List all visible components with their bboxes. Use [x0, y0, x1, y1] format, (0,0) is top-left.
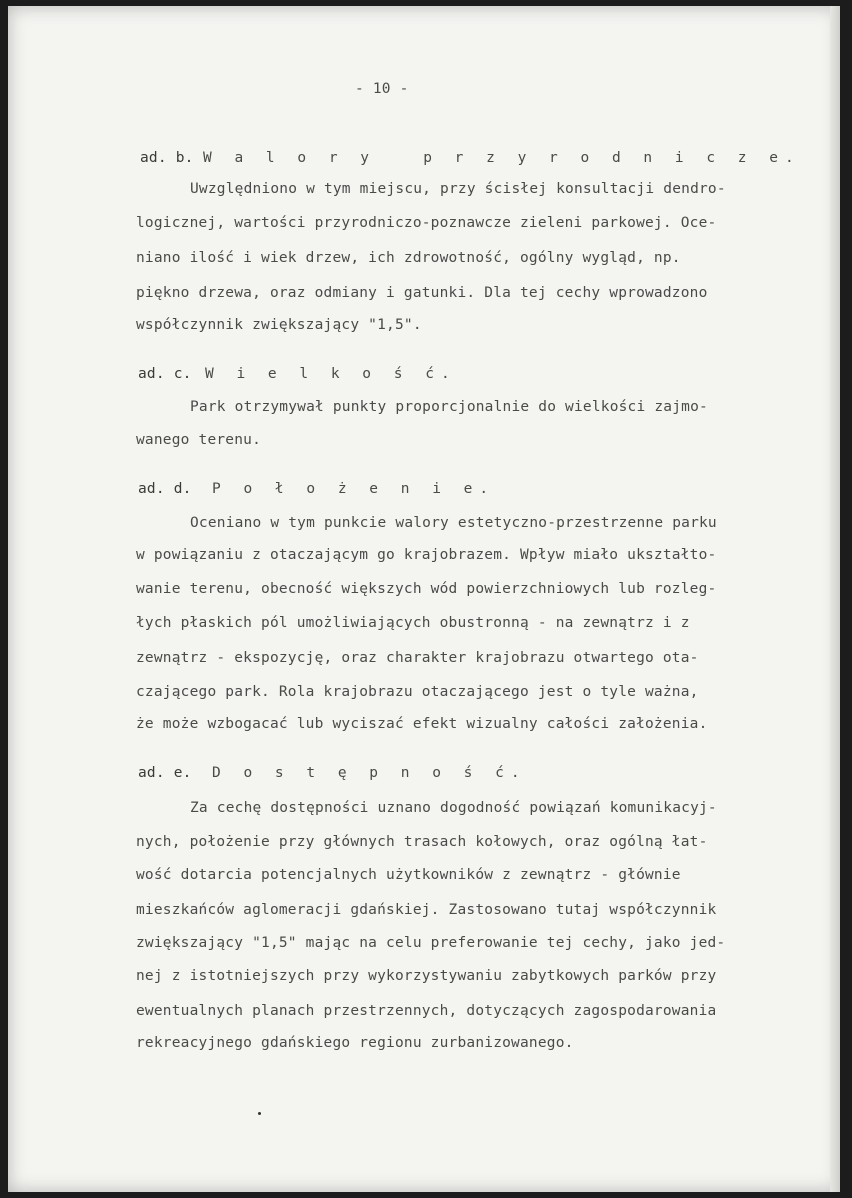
section-e-line: Za cechę dostępności uznano dogodność powiązań komunikacyj-	[190, 800, 717, 816]
section-e-label: ad. e.	[138, 765, 192, 781]
section-c-heading: W i e l k o ś ć.	[205, 366, 457, 382]
section-c-line: wanego terenu.	[136, 432, 262, 448]
section-b-line: współczynnik zwiększający "1,5".	[136, 317, 422, 333]
section-c-line: Park otrzymywał punkty proporcjonalnie do wielkości zajmo-	[190, 399, 708, 415]
page-number: - 10 -	[355, 81, 409, 97]
section-d-line: że może wzbogacać lub wyciszać efekt wizualny całości założenia.	[136, 716, 708, 732]
section-d-heading: P o ł o ż e n i e.	[212, 481, 496, 497]
section-d-line: łych płaskich pól umożliwiających obustronną - na zewnątrz i z	[136, 615, 690, 631]
section-e-line: nych, położenie przy głównych trasach kołowych, oraz ogólną łat-	[136, 834, 708, 850]
paper-speck	[258, 1112, 261, 1115]
section-d-line: Oceniano w tym punkcie walory estetyczno-przestrzenne parku	[190, 515, 717, 531]
section-e-heading: D o s t ę p n o ś ć.	[212, 765, 527, 781]
section-b-line: piękno drzewa, oraz odmiany i gatunki. Dla tej cechy wprowadzono	[136, 285, 708, 301]
section-b-line: Uwzględniono w tym miejscu, przy ścisłej konsultacji dendro-	[190, 181, 726, 197]
section-e-line: wość dotarcia potencjalnych użytkowników z zewnątrz - głównie	[136, 867, 681, 883]
section-d-line: czającego park. Rola krajobrazu otaczającego jest o tyle ważna,	[136, 684, 699, 700]
section-d-line: zewnątrz - ekspozycję, oraz charakter krajobrazu otwartego ota-	[136, 650, 699, 666]
section-d-line: wanie terenu, obecność większych wód powierzchniowych lub rozleg-	[136, 581, 717, 597]
section-e-line: mieszkańców aglomeracji gdańskiej. Zastosowano tutaj współczynnik	[136, 902, 717, 918]
section-e-line: ewentualnych planach przestrzennych, dotyczących zagospodarowania	[136, 1003, 717, 1019]
section-d-label: ad. d.	[138, 481, 192, 497]
section-e-line: nej z istotniejszych przy wykorzystywaniu zabytkowych parków przy	[136, 968, 717, 984]
section-d-line: w powiązaniu z otaczającym go krajobrazem. Wpływ miało ukształto-	[136, 547, 717, 563]
section-b-line: logicznej, wartości przyrodniczo-poznawcze zieleni parkowej. Oce-	[136, 215, 717, 231]
section-c-label: ad. c.	[138, 366, 192, 382]
section-b-line: niano ilość i wiek drzew, ich zdrowotność, ogólny wygląd, np.	[136, 250, 681, 266]
section-e-line: zwiększający "1,5" mając na celu preferowanie tej cechy, jako jed-	[136, 935, 726, 951]
page-edge	[830, 6, 840, 1192]
section-e-line: rekreacyjnego gdańskiego regionu zurbanizowanego.	[136, 1035, 574, 1051]
section-b-heading: W a l o r y p r z y r o d n i c z e.	[203, 150, 801, 166]
section-b-label: ad. b.	[140, 150, 194, 166]
